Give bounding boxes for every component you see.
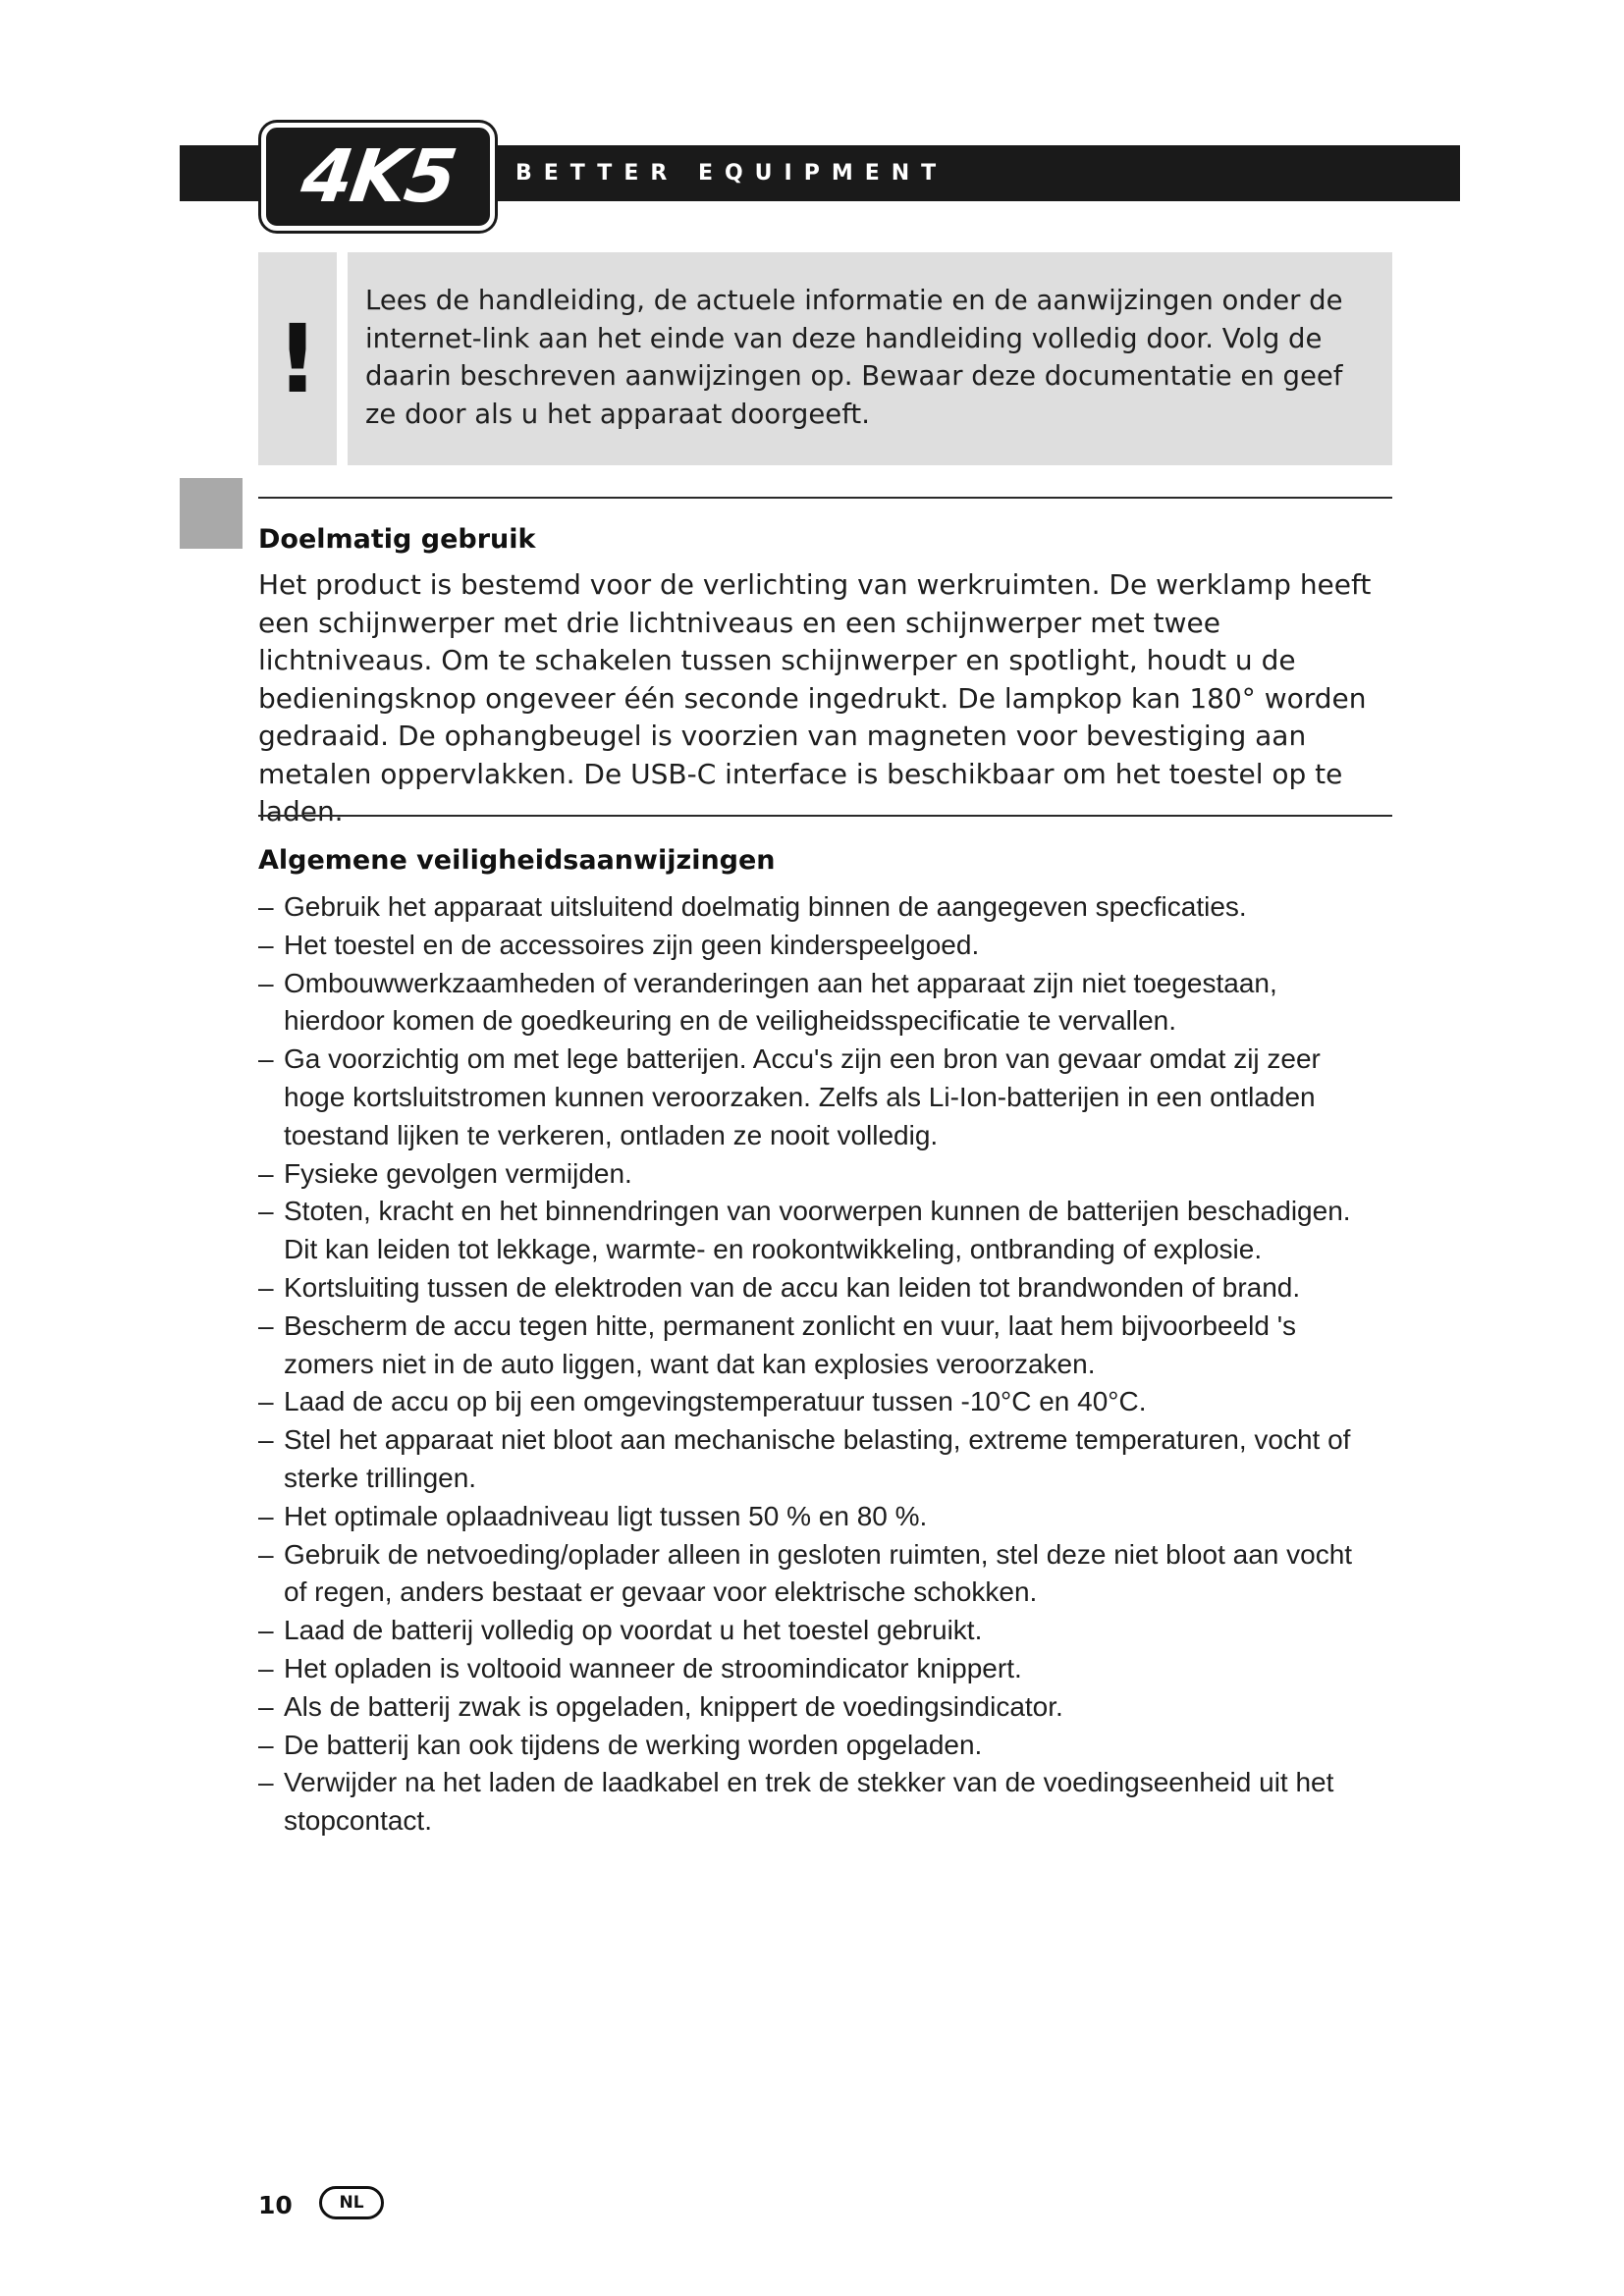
section-divider <box>258 815 1392 817</box>
safety-list-item: – Bescherm de accu tegen hitte, permanent zonlicht en vuur, laat hem bijvoorbeeld 's zomers niet in de auto liggen, want dat kan explosies veroorzaken. <box>258 1308 1368 1384</box>
notice-icon-box <box>258 252 337 465</box>
safety-list <box>258 888 1368 1841</box>
safety-list-item: – Het toestel en de accessoires zijn geen kinderspeelgoed. <box>258 927 1368 965</box>
section-divider <box>258 497 1392 499</box>
brand-logo <box>261 123 495 231</box>
notice-box <box>348 252 1392 465</box>
safety-list-item: – Gebruik het apparaat uitsluitend doelmatig binnen de aangegeven specficaties. <box>258 888 1368 927</box>
safety-list-item: – Gebruik de netvoeding/oplader alleen in gesloten ruimten, stel deze niet bloot aan vocht of regen, anders bestaat er gevaar voor elektrische schokken. <box>258 1536 1368 1613</box>
logo-text: 4K5 <box>296 134 460 219</box>
section-tab-marker <box>180 478 243 549</box>
notice-text: Lees de handleiding, de actuele informatie en de aanwijzingen onder de internet-link aan het einde van deze handleiding volledig door. Volg de daarin beschreven aanwijzingen op. Bewaar deze documentatie en geef ze door als u het apparaat doorgeeft. <box>365 285 1343 430</box>
safety-list-item: – Als de batterij zwak is opgeladen, knippert de voedingsindicator. <box>258 1688 1368 1727</box>
safety-list-item: – Stoten, kracht en het binnendringen van voorwerpen kunnen de batterijen beschadigen. Dit kan leiden tot lekkage, warmte- en rookontwikkeling, ontbranding of explosie. <box>258 1193 1368 1269</box>
safety-list-item: – Ga voorzichtig om met lege batterijen. Accu's zijn een bron van gevaar omdat zij zeer hoge kortsluitstromen kunnen veroorzaken. Zelfs als Li-Ion-batterijen in een ontladen toestand lijken te verkeren, ontladen ze nooit volledig. <box>258 1041 1368 1154</box>
page-number: 10 <box>258 2191 293 2219</box>
brand-tagline: BETTER EQUIPMENT <box>515 161 948 186</box>
intended-use-body: Het product is bestemd voor de verlichting van werkruimten. De werklamp heeft een schijnwerper met drie lichtniveaus en een schijnwerper met twee lichtniveaus. Om te schakelen tussen schijnwerper en spotlight, houdt u de bedieningsknop ongeveer één seconde ingedrukt. De lampkop kan 180° worden gedraaid. De ophangbeugel is voorzien van magneten voor bevestiging aan metalen oppervlakken. De USB-C interface is beschikbaar om het toestel op te laden. <box>258 568 1372 828</box>
language-badge: NL <box>319 2186 384 2219</box>
safety-list-item: – Laad de accu op bij een omgevingstemperatuur tussen -10°C en 40°C. <box>258 1383 1368 1421</box>
safety-list-item: – Kortsluiting tussen de elektroden van de accu kan leiden tot brandwonden of brand. <box>258 1269 1368 1308</box>
safety-list-item: – Verwijder na het laden de laadkabel en trek de stekker van de voedingseenheid uit het stopcontact. <box>258 1764 1368 1841</box>
safety-list-item: – De batterij kan ook tijdens de werking worden opgeladen. <box>258 1727 1368 1765</box>
exclamation-icon: ! <box>276 303 319 414</box>
intended-use-title: Doelmatig gebruik <box>258 524 536 555</box>
safety-list-item: – Het optimale oplaadniveau ligt tussen 50 % en 80 %. <box>258 1498 1368 1536</box>
safety-list-item: – Ombouwwerkzaamheden of veranderingen aan het apparaat zijn niet toegestaan, hierdoor komen de goedkeuring en de veiligheidsspecificatie te vervallen. <box>258 965 1368 1041</box>
safety-list-item: – Stel het apparaat niet bloot aan mechanische belasting, extreme temperaturen, vocht of sterke trillingen. <box>258 1421 1368 1498</box>
safety-title: Algemene veiligheidsaanwijzingen <box>258 845 776 876</box>
safety-list-item: – Het opladen is voltooid wanneer de stroomindicator knippert. <box>258 1650 1368 1688</box>
safety-list-item: – Fysieke gevolgen vermijden. <box>258 1155 1368 1194</box>
safety-list-item: – Laad de batterij volledig op voordat u het toestel gebruikt. <box>258 1612 1368 1650</box>
